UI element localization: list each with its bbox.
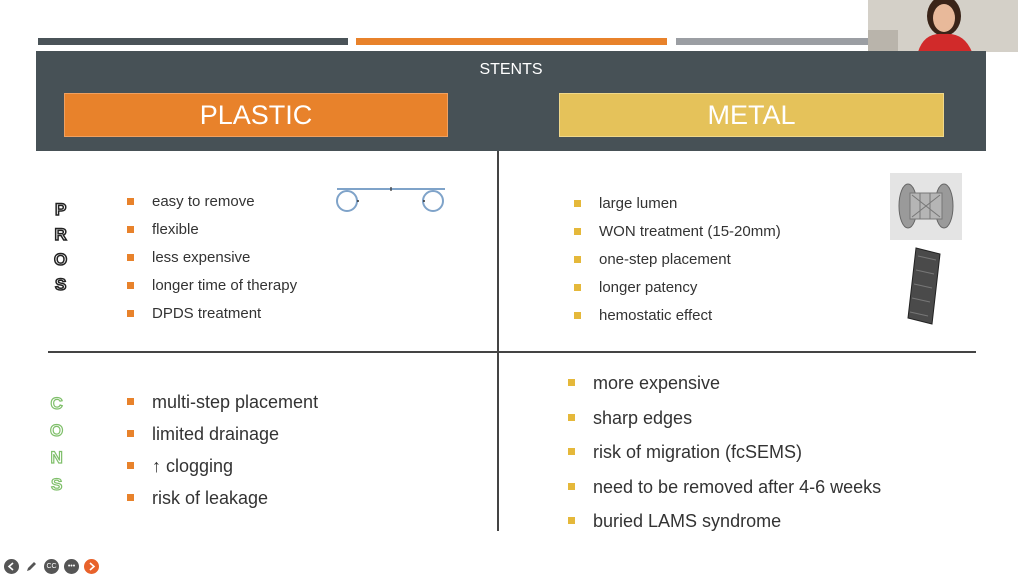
row-divider [48,351,976,353]
plastic-heading [64,93,448,137]
pros-letter: P [54,200,67,219]
list-item: flexible [127,221,297,249]
metal-heading-label: METAL [707,99,796,130]
pros-letter: R [54,225,67,244]
plastic-heading-label: PLASTIC [199,99,313,130]
pros-letter: O [54,250,68,269]
closed-captions-icon[interactable]: CC [44,559,59,574]
list-item: easy to remove [127,193,297,221]
list-item: one-step placement [574,251,781,279]
lams-stent-image [890,173,962,240]
list-item: large lumen [574,195,781,223]
pros-label [54,200,67,295]
metal-stent-image [902,246,952,326]
cons-letter: N [50,448,63,467]
presenter-webcam [868,0,1018,52]
more-icon[interactable]: ••• [64,559,79,574]
accent-bar-dark [38,38,348,45]
slide-header [36,51,986,151]
list-item: risk of leakage [127,487,318,519]
column-divider [497,151,499,531]
cons-plastic-list [127,391,318,519]
list-item: sharp edges [568,407,881,442]
back-icon[interactable] [4,559,19,574]
metal-heading [559,93,944,137]
list-item: limited drainage [127,423,318,455]
next-icon[interactable] [84,559,99,574]
list-item: longer time of therapy [127,277,297,305]
cons-letter: S [50,475,63,494]
presentation-toolbar [4,558,99,574]
list-item: risk of migration (fcSEMS) [568,441,881,476]
list-item: less expensive [127,249,297,277]
cons-letter: C [50,394,63,413]
list-item: multi-step placement [127,391,318,423]
cons-label [50,394,63,495]
pros-metal-list [574,195,781,335]
list-item: longer patency [574,279,781,307]
pros-letter: S [54,275,67,294]
pen-icon[interactable] [24,559,39,574]
cons-letter: O [50,421,64,440]
list-item: ↑ clogging [127,455,318,487]
slide-title: STENTS [479,61,543,78]
cons-metal-list [568,372,881,545]
accent-bar-orange [356,38,667,45]
list-item: need to be removed after 4-6 weeks [568,476,881,511]
list-item: buried LAMS syndrome [568,510,881,545]
list-item: DPDS treatment [127,305,297,333]
list-item: WON treatment (15-20mm) [574,223,781,251]
plastic-stent-icon [333,183,449,215]
list-item: more expensive [568,372,881,407]
list-item: hemostatic effect [574,307,781,335]
pros-plastic-list [127,193,297,333]
